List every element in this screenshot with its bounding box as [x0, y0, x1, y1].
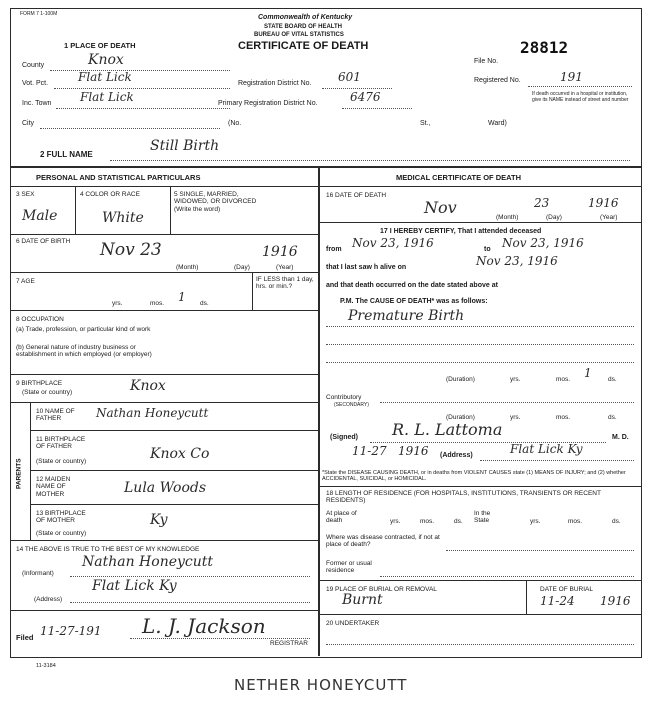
county-line: [50, 70, 230, 71]
occupation-label: 8 OCCUPATION: [16, 316, 64, 323]
father-name-value: Nathan Honeycutt: [96, 406, 209, 420]
dob-month-value: Nov 23: [100, 240, 162, 260]
county-value: Knox: [88, 52, 124, 68]
dod-year-caption: (Year): [600, 214, 618, 221]
last-saw-value: Nov 23, 1916: [476, 254, 558, 268]
medical-address-label: (Address): [440, 452, 473, 459]
registered-label: Registered No.: [474, 77, 521, 84]
filed-label: Filed: [16, 633, 34, 642]
file-number: 28812: [520, 38, 569, 57]
town-value: Flat Lick: [80, 90, 134, 104]
informant-row-rule: [10, 610, 318, 611]
age-yrs: yrs.: [112, 300, 123, 307]
father-bp-sub: (State or country): [36, 458, 87, 465]
personal-section-title: PERSONAL AND STATISTICAL PARTICULARS: [36, 173, 201, 182]
mother-bp-sub: (State or country): [36, 530, 87, 537]
dob-year-caption: (Year): [276, 264, 294, 271]
filed-value: 11-27-191: [40, 624, 102, 638]
county-label: County: [22, 62, 45, 69]
cause-footnote: *State the DISEASE CAUSING DEATH, or in deaths from VIOLENT CAUSES state (1) MEANS OF INJURY; and (2) whether ACCIDENTAL, SUICIDAL, or HOMICIDAL.: [322, 470, 626, 483]
duration-yrs-1: yrs.: [510, 376, 521, 383]
city-label: City: [22, 120, 35, 127]
sex-label: 3 SEX: [16, 191, 35, 198]
center-divider: [318, 166, 320, 656]
registered-line: [528, 86, 632, 87]
vot-label: Vot. Pct.: [22, 80, 49, 87]
form-tag: FORM 7 1-100M: [20, 11, 58, 17]
in-state-ds: ds.: [612, 518, 621, 525]
cause-line-2: [326, 344, 634, 345]
age-mos: mos.: [150, 300, 165, 307]
signed-label: (Signed): [330, 434, 358, 441]
undertaker-label: 20 UNDERTAKER: [326, 620, 380, 627]
at-place-mos: mos.: [420, 518, 435, 525]
residence-rule: [318, 580, 642, 581]
cause-line-1: [326, 326, 634, 327]
reg-district-line: [322, 88, 392, 89]
signed-date-value: 11-27: [352, 444, 387, 458]
mother-bp-rule: [10, 540, 318, 541]
mother-bp-value: Ky: [150, 512, 168, 528]
form-number: 11-3184: [36, 663, 56, 669]
less-than-day: IF LESS than 1 day, hrs. or min.?: [256, 276, 314, 291]
duration-label-1: (Duration): [446, 376, 475, 383]
vot-value: Flat Lick: [78, 70, 132, 84]
certify-label: 17 I HEREBY CERTIFY, That I attended deceased: [380, 228, 542, 235]
duration-ds-value: 1: [584, 366, 592, 380]
registered-number: 191: [560, 70, 583, 84]
dob-label: 6 DATE OF BIRTH: [16, 238, 71, 245]
birthplace-value: Knox: [130, 378, 166, 394]
former-residence-label: Former or usual residence: [326, 560, 372, 575]
dod-row-rule: [318, 222, 642, 223]
age-ds: ds.: [200, 300, 209, 307]
at-place-yrs: yrs.: [390, 518, 401, 525]
date-of-death-label: 16 DATE OF DEATH: [326, 192, 387, 199]
mother-name-label: 12 MAIDEN NAME OF MOTHER: [36, 476, 71, 498]
dod-year-value: 1916: [588, 196, 619, 210]
death-occurred-label: and that death occurred on the date stated above at: [326, 282, 498, 289]
town-label: Inc. Town: [22, 100, 52, 107]
informant-address-label: (Address): [34, 596, 63, 603]
mother-bp-label: 13 BIRTHPLACE OF MOTHER: [36, 510, 86, 525]
contributory-label: Contributory: [326, 394, 362, 401]
occupation-row-rule: [10, 374, 318, 375]
city-line: [40, 128, 220, 129]
registrar-label: REGISTRAR: [270, 640, 308, 647]
dod-day-caption: (Day): [546, 214, 562, 221]
informant-label: (Informant): [22, 570, 54, 577]
mother-name-rule: [30, 504, 318, 505]
place-of-death-label: 1 PLACE OF DEATH: [64, 41, 136, 50]
full-name-label: 2 FULL NAME: [40, 150, 93, 159]
where-contracted-label: Where was disease contracted, if not at place of death?: [326, 534, 440, 549]
date-burial-value: 11-24: [540, 594, 575, 608]
primary-district-line: [342, 108, 412, 109]
duration-label-2: (Duration): [446, 414, 475, 421]
in-state-yrs: yrs.: [530, 518, 541, 525]
birthplace-row-rule: [10, 402, 318, 403]
cause-label: P.M. The CAUSE OF DEATH* was as follows:: [340, 298, 488, 305]
age-divider: [252, 272, 253, 310]
medical-section-title: MEDICAL CERTIFICATE OF DEATH: [396, 173, 521, 182]
contributory-line: [380, 402, 634, 403]
sex-value: Male: [22, 208, 58, 224]
undertaker-line: [326, 644, 634, 645]
sex-row-rule: [10, 234, 318, 235]
main-top-rule: [10, 166, 642, 168]
duration-mos-1: mos.: [556, 376, 571, 383]
burial-value: Burnt: [342, 592, 383, 608]
burial-divider: [526, 580, 527, 614]
occupation-a: (a) Trade, profession, or particular kind of work: [16, 326, 151, 333]
date-burial-label: DATE OF BURIAL: [540, 586, 593, 593]
commonwealth-heading: Commonwealth of Kentucky: [258, 14, 353, 21]
dob-row-rule: [10, 272, 318, 273]
father-bp-label: 11 BIRTHPLACE OF FATHER: [36, 436, 86, 451]
color-label: 4 COLOR OR RACE: [80, 191, 140, 198]
vot-line: [54, 88, 230, 89]
mother-name-value: Lula Woods: [124, 480, 207, 496]
marital-label: 5 SINGLE, MARRIED, WIDOWED, OR DIVORCED (Write the word): [174, 191, 257, 213]
personal-title-rule: [10, 186, 318, 187]
hospital-note: If death occurred in a hospital or institution, give its NAME instead of street and number: [532, 91, 629, 103]
signed-year-value: 1916: [398, 444, 429, 458]
dob-day-caption: (Day): [234, 264, 250, 271]
registrar-signature: L. J. Jackson: [142, 614, 266, 638]
dod-day-value: 23: [534, 196, 550, 210]
primary-district-number: 6476: [350, 90, 381, 104]
in-state-mos: mos.: [568, 518, 583, 525]
informant-value: Nathan Honeycutt: [82, 554, 214, 570]
informant-line: [70, 576, 310, 577]
duration-ds-1: ds.: [608, 376, 617, 383]
cause-value: Premature Birth: [348, 308, 465, 324]
age-days-value: 1: [178, 290, 186, 304]
caption-name: NETHER HONEYCUTT: [234, 676, 408, 694]
dod-month-value: Nov: [424, 198, 457, 217]
duration-yrs-2: yrs.: [510, 414, 521, 421]
dob-month-caption: (Month): [176, 264, 199, 271]
cause-line-3: [326, 362, 634, 363]
father-name-label: 10 NAME OF FATHER: [36, 408, 75, 423]
burial-label: 19 PLACE OF BURIAL OR REMOVAL: [326, 586, 437, 593]
full-name-value: Still Birth: [150, 138, 220, 154]
footnote-rule: [318, 486, 642, 487]
to-label: to: [484, 246, 491, 253]
sex-divider: [75, 186, 76, 234]
secondary-label: (SECONDARY): [334, 402, 369, 408]
certificate-title: CERTIFICATE OF DEATH: [238, 40, 369, 52]
residence-label: 18 LENGTH OF RESIDENCE (FOR HOSPITALS, INSTITUTIONS, TRANSIENTS OR RECENT RESIDENTS): [326, 490, 601, 505]
date-burial-year: 1916: [600, 594, 631, 608]
registrar-line: [130, 638, 310, 639]
birthplace-label: 9 BIRTHPLACE: [16, 380, 63, 387]
town-line: [56, 108, 230, 109]
parents-side-label: PARENTS: [15, 458, 23, 490]
former-residence-line: [380, 576, 634, 577]
md-label: M. D.: [612, 434, 629, 441]
medical-address-line: [480, 460, 634, 461]
at-place-ds: ds.: [454, 518, 463, 525]
informant-address-line: [70, 602, 310, 603]
color-divider: [170, 186, 171, 234]
father-bp-rule: [30, 470, 318, 471]
signed-value: R. L. Lattoma: [392, 420, 503, 439]
true-statement: 14 THE ABOVE IS TRUE TO THE BEST OF MY KNOWLEDGE: [16, 546, 200, 553]
dod-month-caption: (Month): [496, 214, 519, 221]
burial-rule: [318, 614, 642, 615]
last-saw-label: that I last saw h alive on: [326, 264, 407, 271]
duration-ds-2: ds.: [608, 414, 617, 421]
duration-mos-2: mos.: [556, 414, 571, 421]
board-heading: STATE BOARD OF HEALTH: [264, 24, 342, 30]
full-name-line: [110, 160, 630, 161]
medical-address-value: Flat Lick Ky: [510, 442, 583, 456]
birthplace-sub: (State or country): [22, 389, 73, 396]
age-row-rule: [10, 310, 318, 311]
file-label: File No.: [474, 58, 499, 65]
ward-label: Ward): [488, 120, 507, 127]
from-value: Nov 23, 1916: [352, 236, 434, 250]
st-label: St.,: [420, 120, 431, 127]
bureau-heading: BUREAU OF VITAL STATISTICS: [254, 32, 344, 38]
at-place-label: At place of death: [326, 510, 357, 525]
informant-address-value: Flat Lick Ky: [92, 578, 177, 594]
where-contracted-line: [446, 550, 634, 551]
age-label: 7 AGE: [16, 278, 35, 285]
from-label: from: [326, 246, 342, 253]
reg-district-label: Registration District No.: [238, 80, 312, 87]
parents-divider: [30, 402, 31, 540]
to-value: Nov 23, 1916: [502, 236, 584, 250]
color-value: White: [102, 210, 144, 226]
medical-title-rule: [318, 186, 642, 187]
in-state-label: In the State: [474, 510, 491, 525]
no-label: (No.: [228, 120, 242, 127]
primary-district-label: Primary Registration District No.: [218, 100, 318, 107]
reg-district-number: 601: [338, 70, 361, 84]
occupation-b: (b) General nature of industry business or establishment in which employed (or employer): [16, 344, 152, 359]
father-bp-value: Knox Co: [150, 446, 210, 462]
dob-year-value: 1916: [262, 244, 298, 260]
father-name-rule: [30, 430, 318, 431]
